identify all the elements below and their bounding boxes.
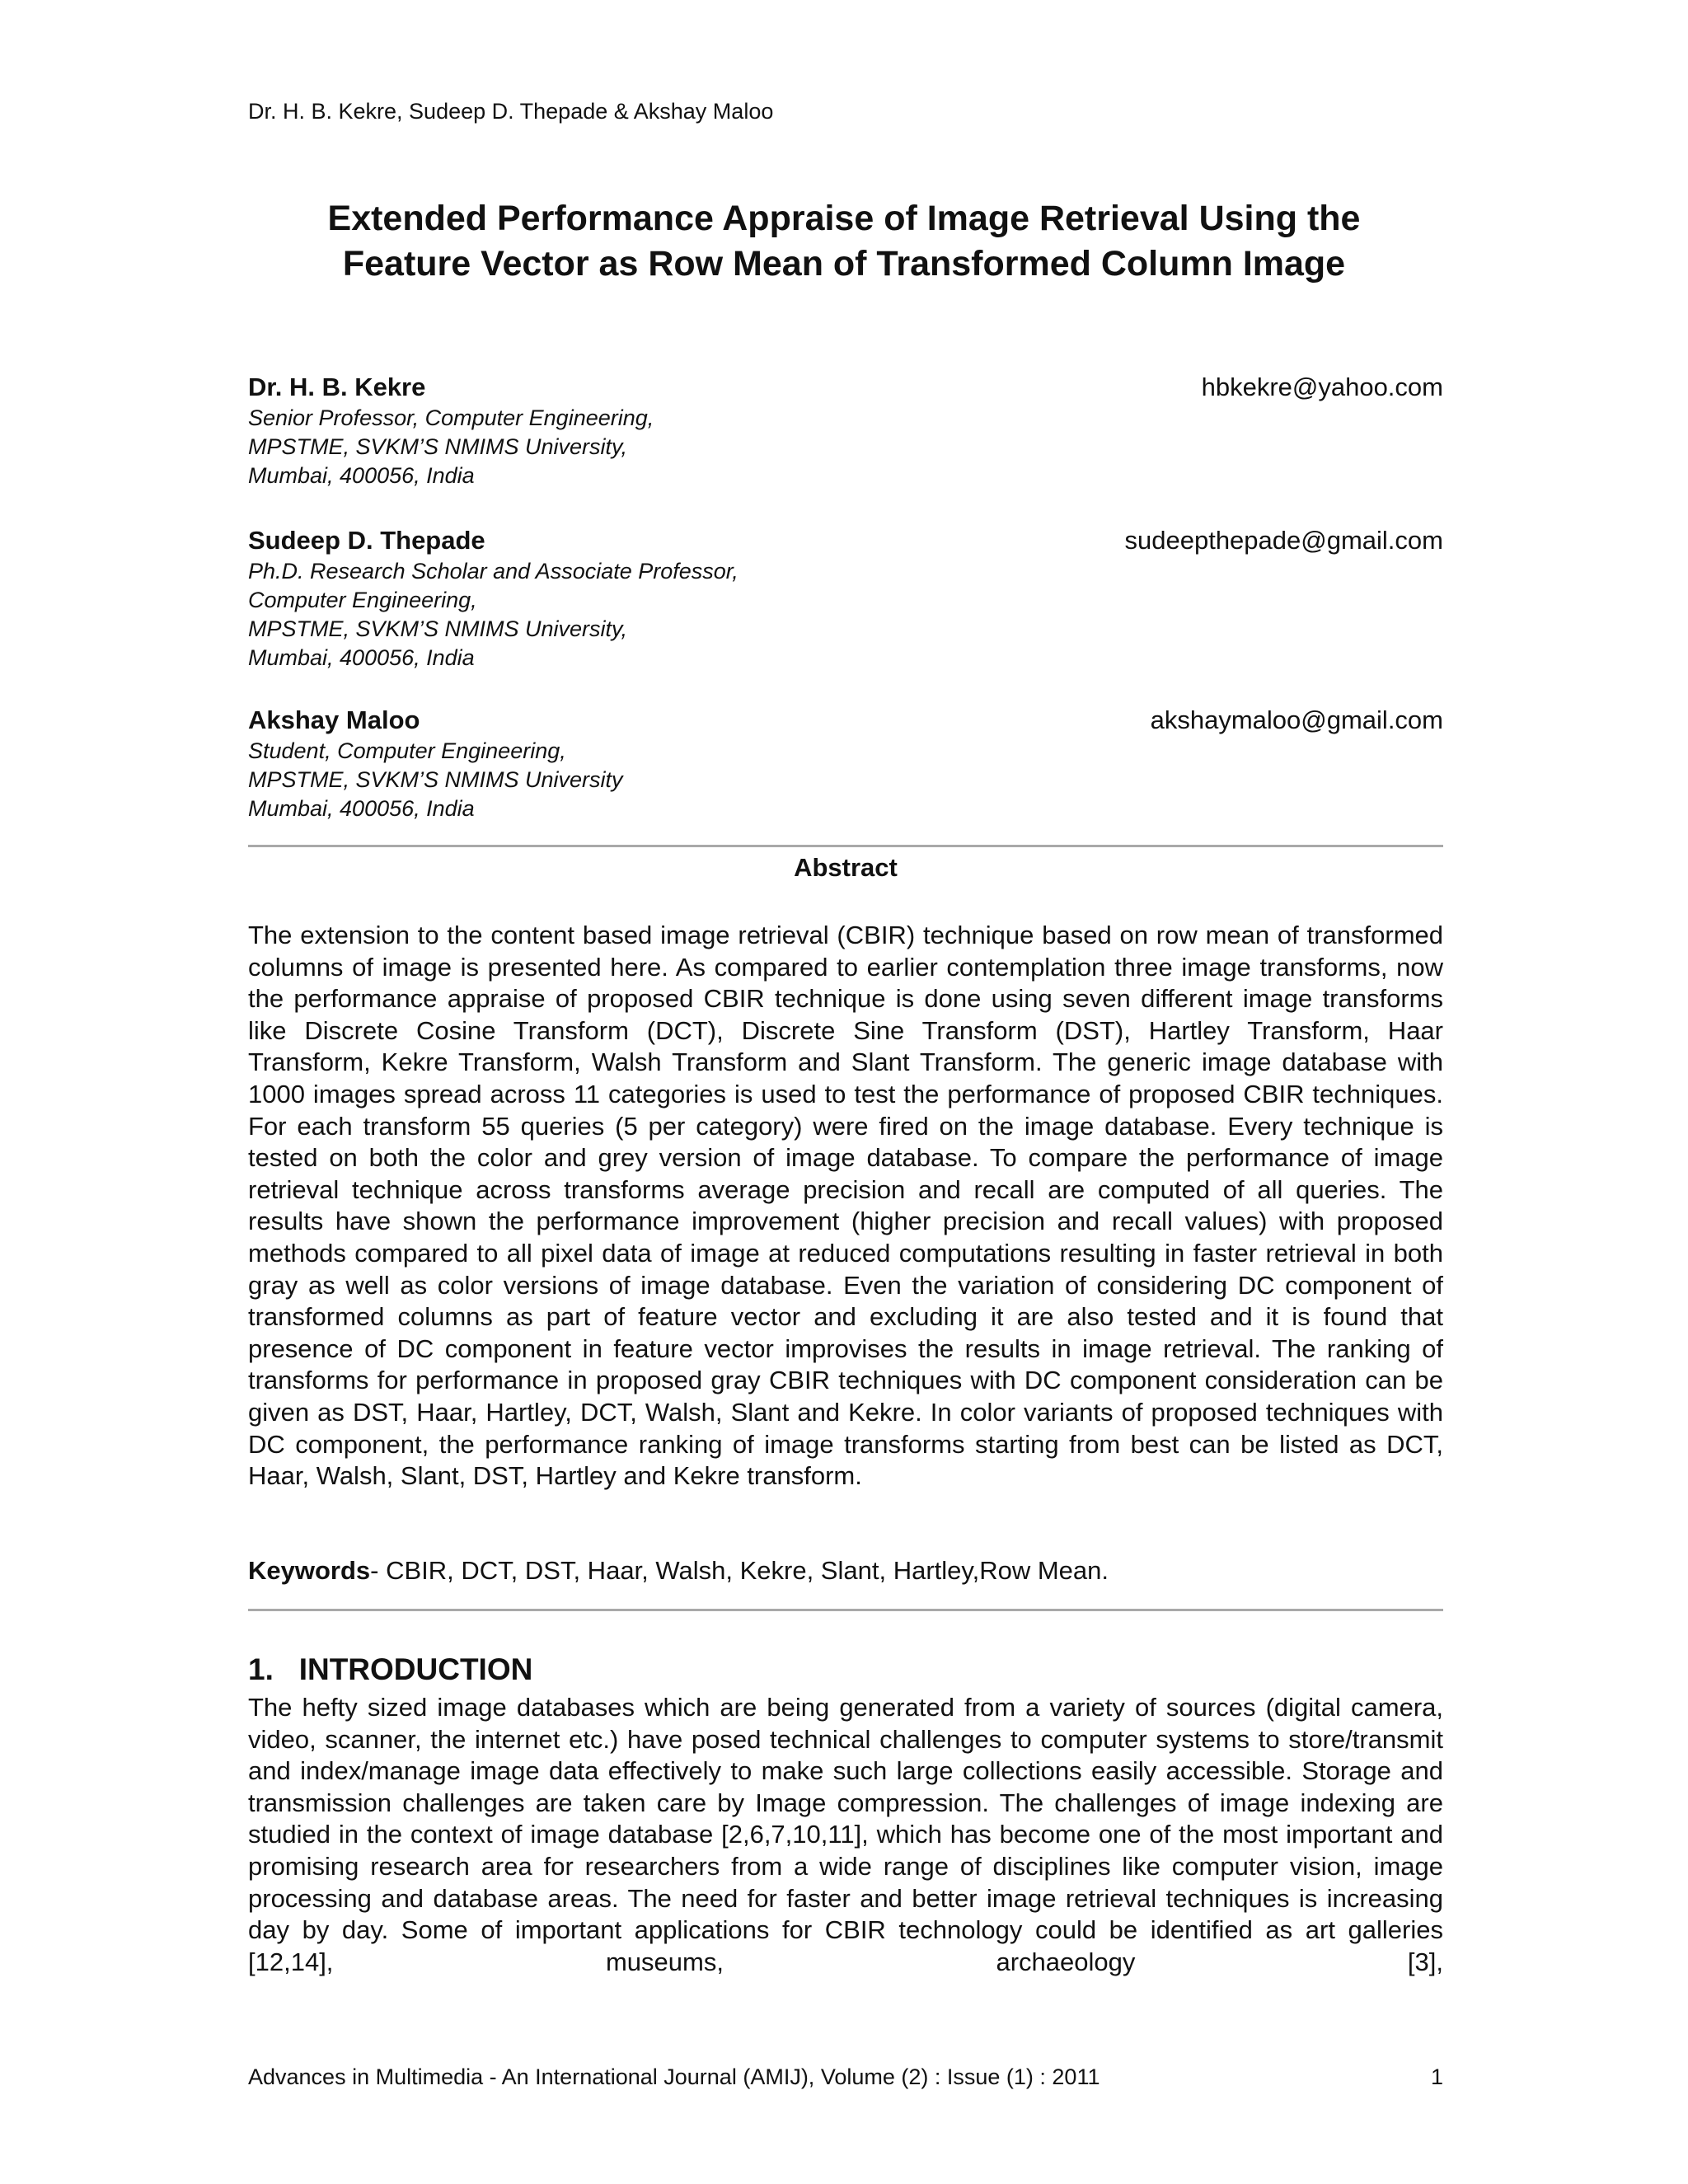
introduction-text: The hefty sized image databases which are being generated from a variety of sources (digital camera, video, scanner, the internet etc.) have posed technical challenges to computer systems to store/transmit and index/manage image data effectively to make such large collections easily accessible. Storage and transmission challenges are taken care by Image compression. The challenges of image indexing are studied in the context of image database [2,6,7,10,11], which has become one of the most important and promising research area for researchers from a wide range of disciplines like computer vision, image processing and database areas. The need for faster and better image retrieval techniques is increasing day by day. Some of important applications for CBIR technology could be identified as art galleries [12,14], museums, archaeology [3], [248, 1693, 1443, 1976]
affiliation-line: MPSTME, SVKM’S NMIMS University, [248, 616, 628, 641]
divider [248, 1609, 1443, 1611]
footer-journal: Advances in Multimedia - An International Journal (AMIJ), Volume (2) : Issue (1) : 2011 [248, 2064, 1100, 2089]
affiliation-line: Mumbai, 400056, India [248, 796, 475, 821]
affiliation-line: Ph.D. Research Scholar and Associate Professor, [248, 559, 738, 583]
author-email: sudeepthepade@gmail.com [1124, 526, 1443, 555]
author-block-maloo [248, 704, 1443, 823]
author-name: Akshay Maloo [248, 705, 420, 734]
affiliation-line: MPSTME, SVKM’S NMIMS University, [248, 434, 628, 459]
title-line-2: Feature Vector as Row Mean of Transformed Column Image [342, 244, 1346, 284]
page-number: 1 [1430, 2064, 1443, 2089]
keywords-line [248, 1556, 1443, 1586]
affiliation-line: Mumbai, 400056, India [248, 645, 475, 670]
author-email: akshaymaloo@gmail.com [1150, 705, 1443, 734]
running-head: Dr. H. B. Kekre, Sudeep D. Thepade & Akshay Maloo [248, 99, 774, 124]
affiliation-line: Mumbai, 400056, India [248, 463, 475, 488]
keywords-label: Keywords [248, 1556, 371, 1585]
affiliation-line: MPSTME, SVKM’S NMIMS University [248, 767, 623, 792]
author-email: hbkekre@yahoo.com [1201, 373, 1443, 401]
section-heading-introduction: 1. INTRODUCTION [248, 1652, 533, 1686]
author-block-thepade [248, 524, 1443, 673]
keywords-text: - CBIR, DCT, DST, Haar, Walsh, Kekre, Slant, Hartley,Row Mean. [370, 1556, 1109, 1585]
author-block-kekre [248, 371, 1443, 490]
affiliation-line: Senior Professor, Computer Engineering, [248, 405, 654, 430]
author-name: Sudeep D. Thepade [248, 526, 485, 555]
author-name: Dr. H. B. Kekre [248, 373, 426, 401]
paper-title [165, 196, 1523, 287]
affiliation-line: Student, Computer Engineering, [248, 738, 566, 763]
affiliation-line: Computer Engineering, [248, 588, 477, 612]
abstract-text: The extension to the content based image retrieval (CBIR) technique based on row mean of transformed columns of image is presented here. As compared to earlier contemplation three image transforms, now the performance appraise of proposed CBIR technique is done using seven different image transforms like Discrete Cosine Transform (DCT), Discrete Sine Transform (DST), Hartley Transform, Haar Transform, Kekre Transform, Walsh Transform and Slant Transform. The generic image database with 1000 images spread across 11 categories is used to test the performance of proposed CBIR techniques. For each transform 55 queries (5 per category) were fired on the image database. Every technique is tested on both the color and grey version of image database. To compare the performance of image retrieval technique across transforms average precision and recall are computed of all queries. The results have shown the performance improvement (higher precision and recall values) with proposed methods compared to all pixel data of image at reduced computations resulting in faster retrieval in both gray as well as color versions of image database. Even the variation of considering DC component of transformed columns as part of feature vector and excluding it are also tested and it is found that presence of DC component in feature vector improvises the results in image retrieval. The ranking of transforms for performance in proposed gray CBIR techniques with DC component consideration can be given as DST, Haar, Hartley, DCT, Walsh, Slant and Kekre. In color variants of proposed techniques with DC component, the performance ranking of image transforms starting from best can be listed as DCT, Haar, Walsh, Slant, DST, Hartley and Kekre transform. [248, 921, 1443, 1491]
title-line-1: Extended Performance Appraise of Image Retrieval Using the [327, 199, 1361, 238]
abstract-heading: Abstract [794, 853, 898, 882]
divider [248, 845, 1443, 847]
